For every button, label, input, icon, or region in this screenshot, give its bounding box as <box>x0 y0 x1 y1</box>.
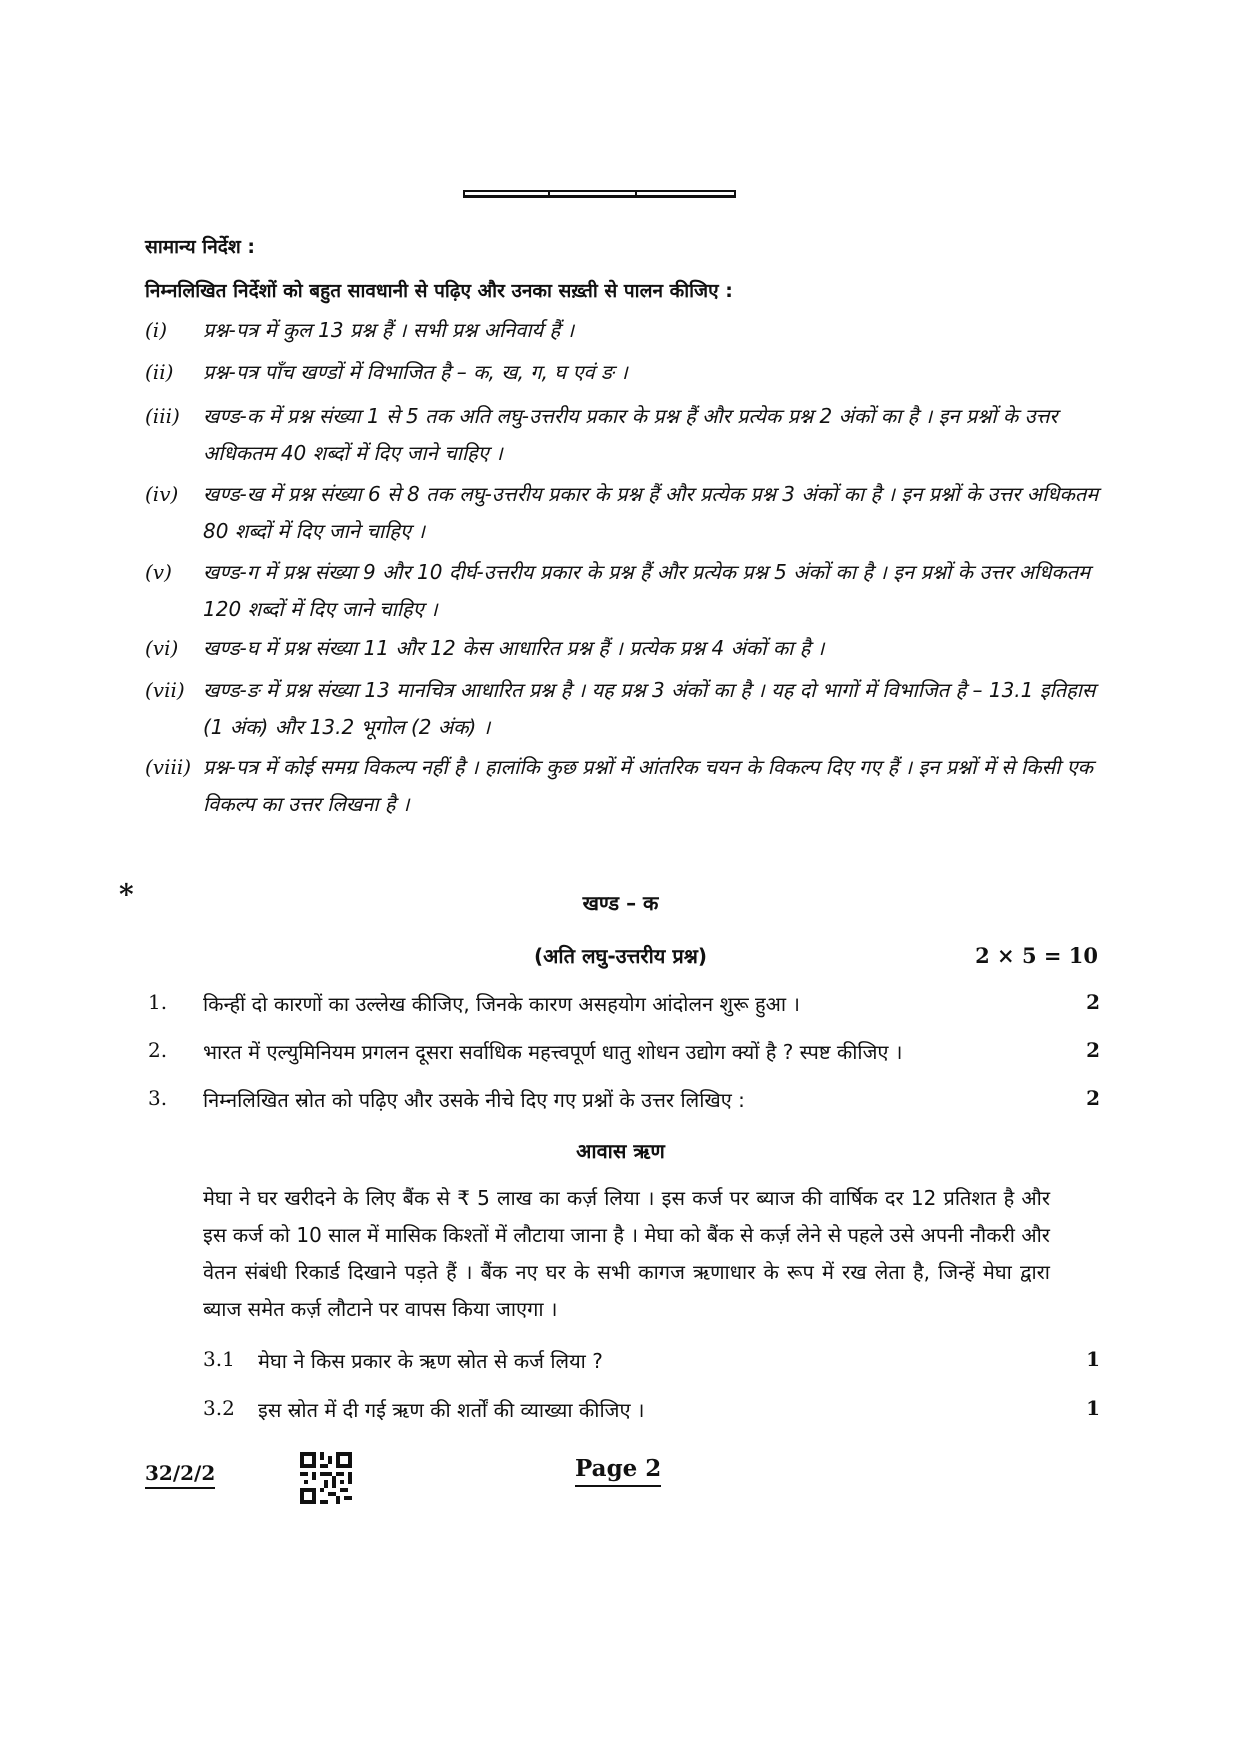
instruction-number: (vii) <box>145 678 185 702</box>
instruction-number: (viii) <box>145 755 192 779</box>
passage-title: आवास ऋण <box>576 1139 665 1163</box>
subquestion-number: 3.1 <box>203 1347 235 1371</box>
instruction-text: प्रश्न-पत्र में कोई समग्र विकल्प नहीं है । हालांकि कुछ प्रश्नों में आंतरिक चयन के विकल्प दिए गए हैं । इन प्रश्नों में से किसी एक विकल्प का उत्तर लिखना है । <box>203 755 1094 816</box>
instruction-item <box>145 398 1105 472</box>
question-number: 3. <box>148 1086 168 1110</box>
instruction-number: (i) <box>145 318 168 342</box>
bar-tick <box>548 190 550 198</box>
instruction-text: प्रश्न-पत्र में कुल 13 प्रश्न हैं । सभी प्रश्न अनिवार्य हैं । <box>203 318 575 342</box>
section-marks: 2 × 5 = 10 <box>975 943 1098 968</box>
star-mark: * <box>119 878 134 911</box>
instruction-item <box>145 749 1105 823</box>
question-marks: 2 <box>1086 1086 1100 1110</box>
instruction-text: खण्ड-ङ में प्रश्न संख्या 13 मानचित्र आधारित प्रश्न है । यह प्रश्न 3 अंकों का है । यह दो भागों में विभाजित है – 13.1 इतिहास (1 अंक) और 13.2 भूगोल (2 अंक) । <box>203 678 1096 739</box>
instruction-item <box>145 630 1105 667</box>
question-marks: 2 <box>1086 990 1100 1014</box>
instruction-text: खण्ड-क में प्रश्न संख्या 1 से 5 तक अति लघु-उत्तरीय प्रकार के प्रश्न हैं और प्रत्येक प्रश्न 2 अंकों का है । इन प्रश्नों के उत्तर अधिकतम 40 शब्दों में दिए जाने चाहिए । <box>203 404 1058 465</box>
instruction-item <box>145 312 1105 349</box>
bar-tick <box>635 190 637 198</box>
question-text: निम्नलिखित स्रोत को पढ़िए और उसके नीचे दिए गए प्रश्नों के उत्तर लिखिए : <box>203 1088 745 1112</box>
subquestion-text: मेघा ने किस प्रकार के ऋण स्रोत से कर्ज लिया ? <box>258 1349 603 1373</box>
general-instructions-title: सामान्य निर्देश : <box>145 236 255 258</box>
paper-code: 32/2/2 <box>145 1461 215 1489</box>
qr-code-icon <box>300 1452 352 1504</box>
instruction-text: खण्ड-ख में प्रश्न संख्या 6 से 8 तक लघु-उत्तरीय प्रकार के प्रश्न हैं और प्रत्येक प्रश्न 3 अंकों का है । इन प्रश्नों के उत्तर अधिकतम 80 शब्दों में दिए जाने चाहिए । <box>203 482 1099 543</box>
instruction-number: (v) <box>145 560 172 584</box>
section-subtitle: (अति लघु-उत्तरीय प्रश्न) <box>533 944 707 968</box>
instruction-number: (iii) <box>145 404 180 428</box>
question-marks: 2 <box>1086 1038 1100 1062</box>
question-number: 1. <box>148 990 168 1014</box>
section-title: खण्ड – क <box>582 891 659 915</box>
instruction-text: खण्ड-घ में प्रश्न संख्या 11 और 12 केस आधारित प्रश्न हैं । प्रत्येक प्रश्न 4 अंकों का है । <box>203 636 825 660</box>
question-number: 2. <box>148 1038 168 1062</box>
instruction-text: खण्ड-ग में प्रश्न संख्या 9 और 10 दीर्घ-उत्तरीय प्रकार के प्रश्न हैं और प्रत्येक प्रश्न 5 अंकों का है । इन प्रश्नों के उत्तर अधिकतम 120 शब्दों में दिए जाने चाहिए । <box>203 560 1091 621</box>
instruction-item <box>145 554 1105 628</box>
instruction-item <box>145 476 1105 550</box>
page-number: Page 2 <box>575 1455 661 1487</box>
subquestion-number: 3.2 <box>203 1396 235 1420</box>
instruction-number: (ii) <box>145 360 174 384</box>
general-instructions-subtitle: निम्नलिखित निर्देशों को बहुत सावधानी से पढ़िए और उनका सख़्ती से पालन कीजिए : <box>145 280 733 302</box>
instruction-item <box>145 672 1105 746</box>
instruction-number: (vi) <box>145 636 179 660</box>
subquestion-marks: 1 <box>1086 1396 1100 1420</box>
passage-text: मेघा ने घर खरीदने के लिए बैंक से ₹ 5 लाख का कर्ज़ लिया । इस कर्ज पर ब्याज की वार्षिक दर 12 प्रतिशत है और इस कर्ज को 10 साल में मासिक किश्तों में लौटाया जाना है । मेघा को बैंक से कर्ज़ लेने से पहले उसे अपनी नौकरी और वेतन संबंधी रिकार्ड दिखाने पड़ते हैं । बैंक नए घर के सभी कागज ऋणाधार के रूप में रख लेता है, जिन्हें मेघा द्वारा ब्याज समेत कर्ज़ लौटाने पर वापस किया जाएगा । <box>203 1186 1050 1321</box>
top-divider-bar <box>463 190 736 198</box>
subquestion-marks: 1 <box>1086 1347 1100 1371</box>
instruction-item <box>145 354 1105 391</box>
subquestion-text: इस स्रोत में दी गई ऋण की शर्तों की व्याख्या कीजिए । <box>258 1398 645 1422</box>
question-text: किन्हीं दो कारणों का उल्लेख कीजिए, जिनके कारण असहयोग आंदोलन शुरू हुआ । <box>203 992 800 1016</box>
question-text: भारत में एल्युमिनियम प्रगलन दूसरा सर्वाधिक महत्त्वपूर्ण धातु शोधन उद्योग क्यों है ? स्पष्ट कीजिए । <box>203 1040 903 1064</box>
instruction-text: प्रश्न-पत्र पाँच खण्डों में विभाजित है – क, ख, ग, घ एवं ङ । <box>203 360 628 384</box>
instruction-number: (iv) <box>145 482 179 506</box>
